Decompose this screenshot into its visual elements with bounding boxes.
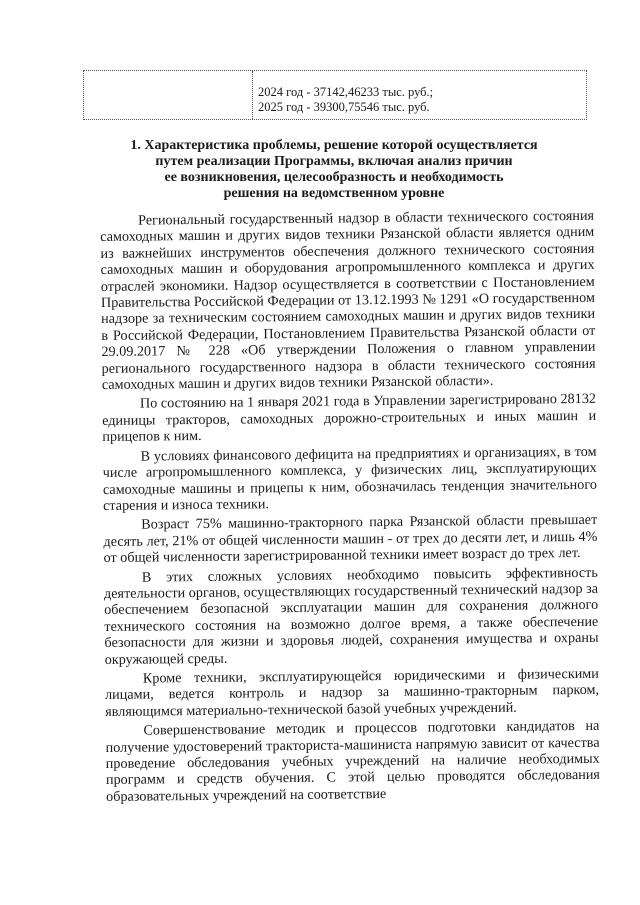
paragraph-deficit: В условиях финансового дефицита на предприятиях и организациях, в том числе агропромышленного комплекса, у физических лиц, эксплуатирующих самоходные машины и прицепы к ним, обозначилась тенденция значительного старения и износа техники. [102, 443, 597, 514]
funding-2025: 2025 год - 39300,75546 тыс. руб. [258, 100, 430, 114]
paragraph-efficiency: В этих сложных условиях необходимо повысить эффективность деятельности органов, осуществляющих государственный технический надзор за обеспечением безопасной эксплуатации машин для сохранения должного технического состояния на возможно долгое время, а также обеспечение безопасности для жизни и здоровья людей, сохранения имущества и охраны окружающей среды. [103, 564, 599, 668]
paragraph-fleet-age: Возраст 75% машинно-тракторного парка Рязанской области превышает десять лет, 21% от общей численности машин - от трех до десяти лет, и лишь 4% от общей численности зарегистрированной техники имеет возраст до трех лет. [103, 512, 598, 567]
heading-line: решения на ведомственном уровне [223, 186, 445, 201]
section-heading [112, 138, 556, 202]
paragraph-training-fleet: Кроме техники, эксплуатирующейся юридическими и физическими лицами, ведется контроль и надзор за машинно-тракторным парком, являющимся материально-технической базой учебных учреждений. [104, 665, 600, 720]
paragraph-registered-count: По состоянию на 1 января 2021 года в Управлении зарегистрировано 28132 единицы тракторов, самоходных дорожно-строительных и иных машин и прицепов к ним. [102, 391, 597, 446]
paragraph-regulation: Региональный государственный надзор в области технического состояния самоходных машин и других видов техники Рязанской области является одним из важнейших инструментов обеспечения должного технического состояния самоходных машин и оборудования агропромышленного комплекса и других отраслей экономики. Надзор осуществляется в соответствии с Постановлением Правительства Российской Федерации от 13.12.1993 № 1291 «О государственном надзоре за техническим состоянием самоходных машин и других видов техники в Российской Федерации, Постановлением Правительства Рязанской области от 29.09.2017 № 228 «Об утверждении Положения о главном управлении регионального государственного надзора в области технического состояния самоходных машин и других видов техники Рязанской области». [100, 207, 596, 394]
heading-line: ее возникновения, целесообразность и необходимость [164, 170, 504, 185]
heading-line: путем реализации Программы, включая анализ причин [155, 154, 513, 169]
funding-table [83, 70, 587, 120]
table-divider [252, 71, 253, 119]
funding-2024: 2024 год - 37142,46233 тыс. руб.; [258, 85, 434, 99]
section-body [100, 208, 600, 805]
funding-cell [258, 85, 578, 115]
heading-line: 1. Характеристика проблемы, решение которой осуществляется [130, 138, 538, 153]
paragraph-training-methods: Совершенствование методик и процессов подготовки кандидатов на получение удостоверений тракториста-машиниста напрямую зависит от качества проведение обследования учебных учреждений на наличие необходимых программ и средств обучения. С этой целью проводятся обследования образовательных учреждений на соответствие [105, 717, 600, 805]
